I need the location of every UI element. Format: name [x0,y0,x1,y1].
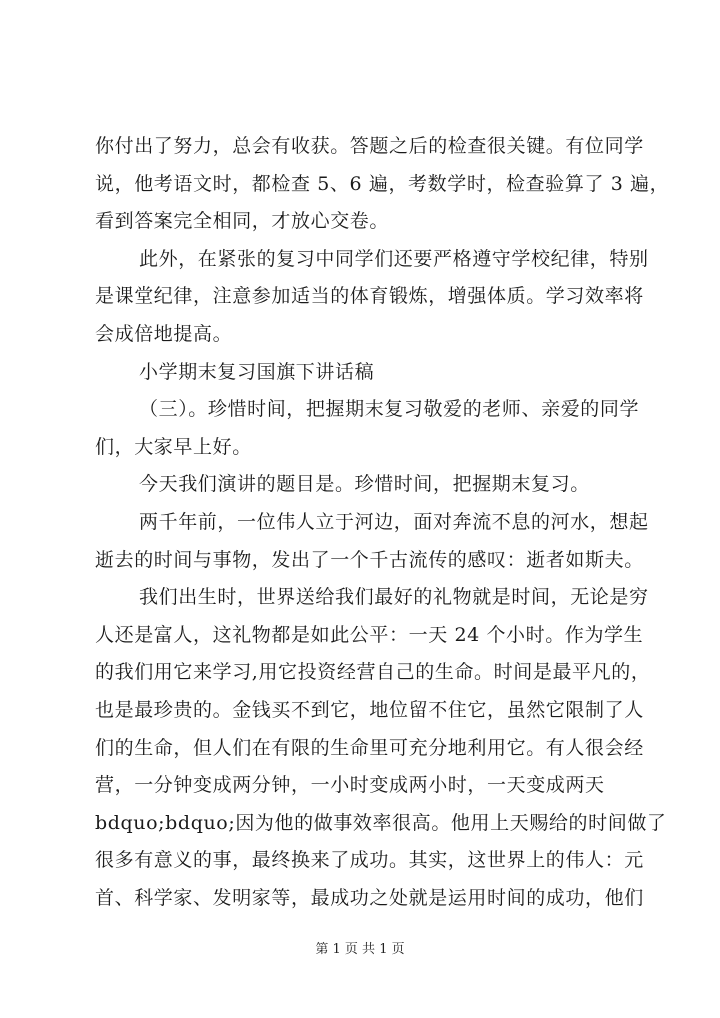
text-line: 很多有意义的事，最终换来了成功。其实，这世界上的伟人：元 [95,849,644,872]
page-number-footer: 第 1 页 共 1 页 [315,942,405,957]
text-line: 会成倍地提高。 [95,322,233,345]
text-line: 也是最珍贵的。金钱买不到它，地位留不住它，虽然它限制了人 [95,698,644,721]
document-body [95,128,670,917]
text-line: 是课堂纪律，注意参加适当的体育锻炼，增强体质。学习效率将 [95,285,644,308]
text-line: 今天我们演讲的题目是。珍惜时间，把握期末复习。 [139,473,590,496]
text-line: 逝去的时间与事物，发出了一个千古流传的感叹：逝者如斯夫。 [95,548,644,571]
text-line: 营，一分钟变成两分钟，一小时变成两小时，一天变成两天 [95,774,605,797]
section-heading: 小学期末复习国旗下讲话稿 [139,360,375,383]
text-line: 们，大家早上好。 [95,435,252,458]
text-line: 们的生命，但人们在有限的生命里可充分地利用它。有人很会经 [95,736,644,759]
text-line: 的我们用它来学习,用它投资经营自己的生命。时间是最平凡的， [95,661,651,684]
text-line: 我们出生时，世界送给我们最好的礼物就是时间，无论是穷 [139,586,649,609]
text-line: 首、科学家、发明家等，最成功之处就是运用时间的成功，他们 [95,886,644,909]
text-line: 看到答案完全相同，才放心交卷。 [95,210,390,233]
text-line: （三）。珍惜时间，把握期末复习敬爱的老师、亲爱的同学 [139,398,640,421]
text-line: 此外，在紧张的复习中同学们还要严格遵守学校纪律，特别 [139,247,649,270]
text-line: 人还是富人，这礼物都是如此公平：一天 24 个小时。作为学生 [95,623,644,646]
text-line: bdquo;bdquo;因为他的做事效率很高。他用上天赐给的时间做了 [95,811,667,834]
text-line: 两千年前，一位伟人立于河边，面对奔流不息的河水，想起 [139,510,649,533]
text-line: 说，他考语文时，都检查 5、6 遍，考数学时，检查验算了 3 遍， [95,172,670,195]
text-line: 你付出了努力，总会有收获。答题之后的检查很关键。有位同学 [95,135,644,157]
